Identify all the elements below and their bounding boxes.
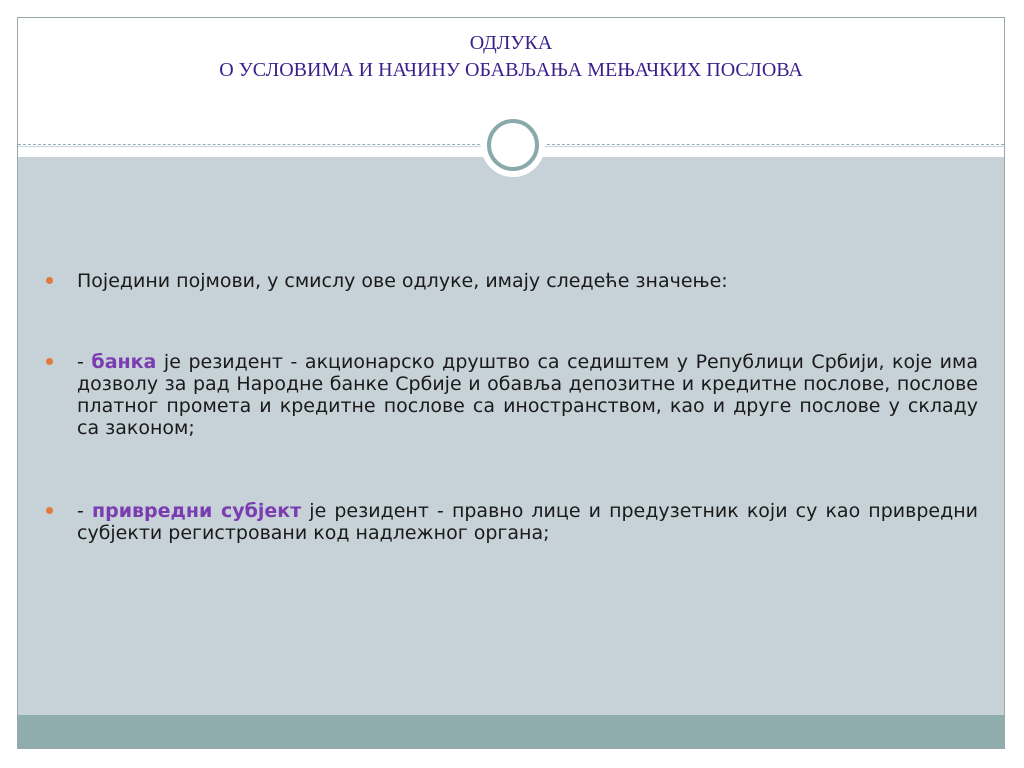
title-line-2: О УСЛОВИМА И НАЧИНУ ОБАВЉАЊА МЕЊАЧКИХ ПОСЛОВА [219,59,803,81]
footer-bar [18,715,1004,748]
bullet-item-business-entity [46,500,978,544]
slide [17,17,1005,749]
bullet-dot-icon [46,507,53,514]
bullet-dot-icon [46,277,53,284]
bullet-dot-icon [46,358,53,365]
bullet-prefix: - [77,500,92,522]
bullet-text: је резидент - акционарско друштво са седиштем у Републици Србији, које има дозволу за рад Народне банке Србије и обавља депозитне и кредитне послове, послове платног промета и кредитне послове са иностранством, као и друге послове у складу са законом; [77,351,978,439]
term-business-entity: привредни субјект [91,500,302,522]
circle-ring-icon [481,113,545,177]
bullet-text: Поједини појмови, у смислу ове одлуке, имају следеће значење: [77,270,728,292]
slide-content [46,270,978,544]
bullet-item-intro [46,270,978,292]
circle-ring-inner [487,119,539,171]
title-line-1: ОДЛУКА [469,32,553,54]
bullet-prefix: - [77,351,92,373]
slide-title [18,30,1004,84]
term-bank: банка [91,351,157,373]
bullet-text: је резидент - правно лице и предузетник који су као привредни субјекти регистровани код надлежног органа; [77,500,978,544]
bullet-item-bank [46,351,978,439]
